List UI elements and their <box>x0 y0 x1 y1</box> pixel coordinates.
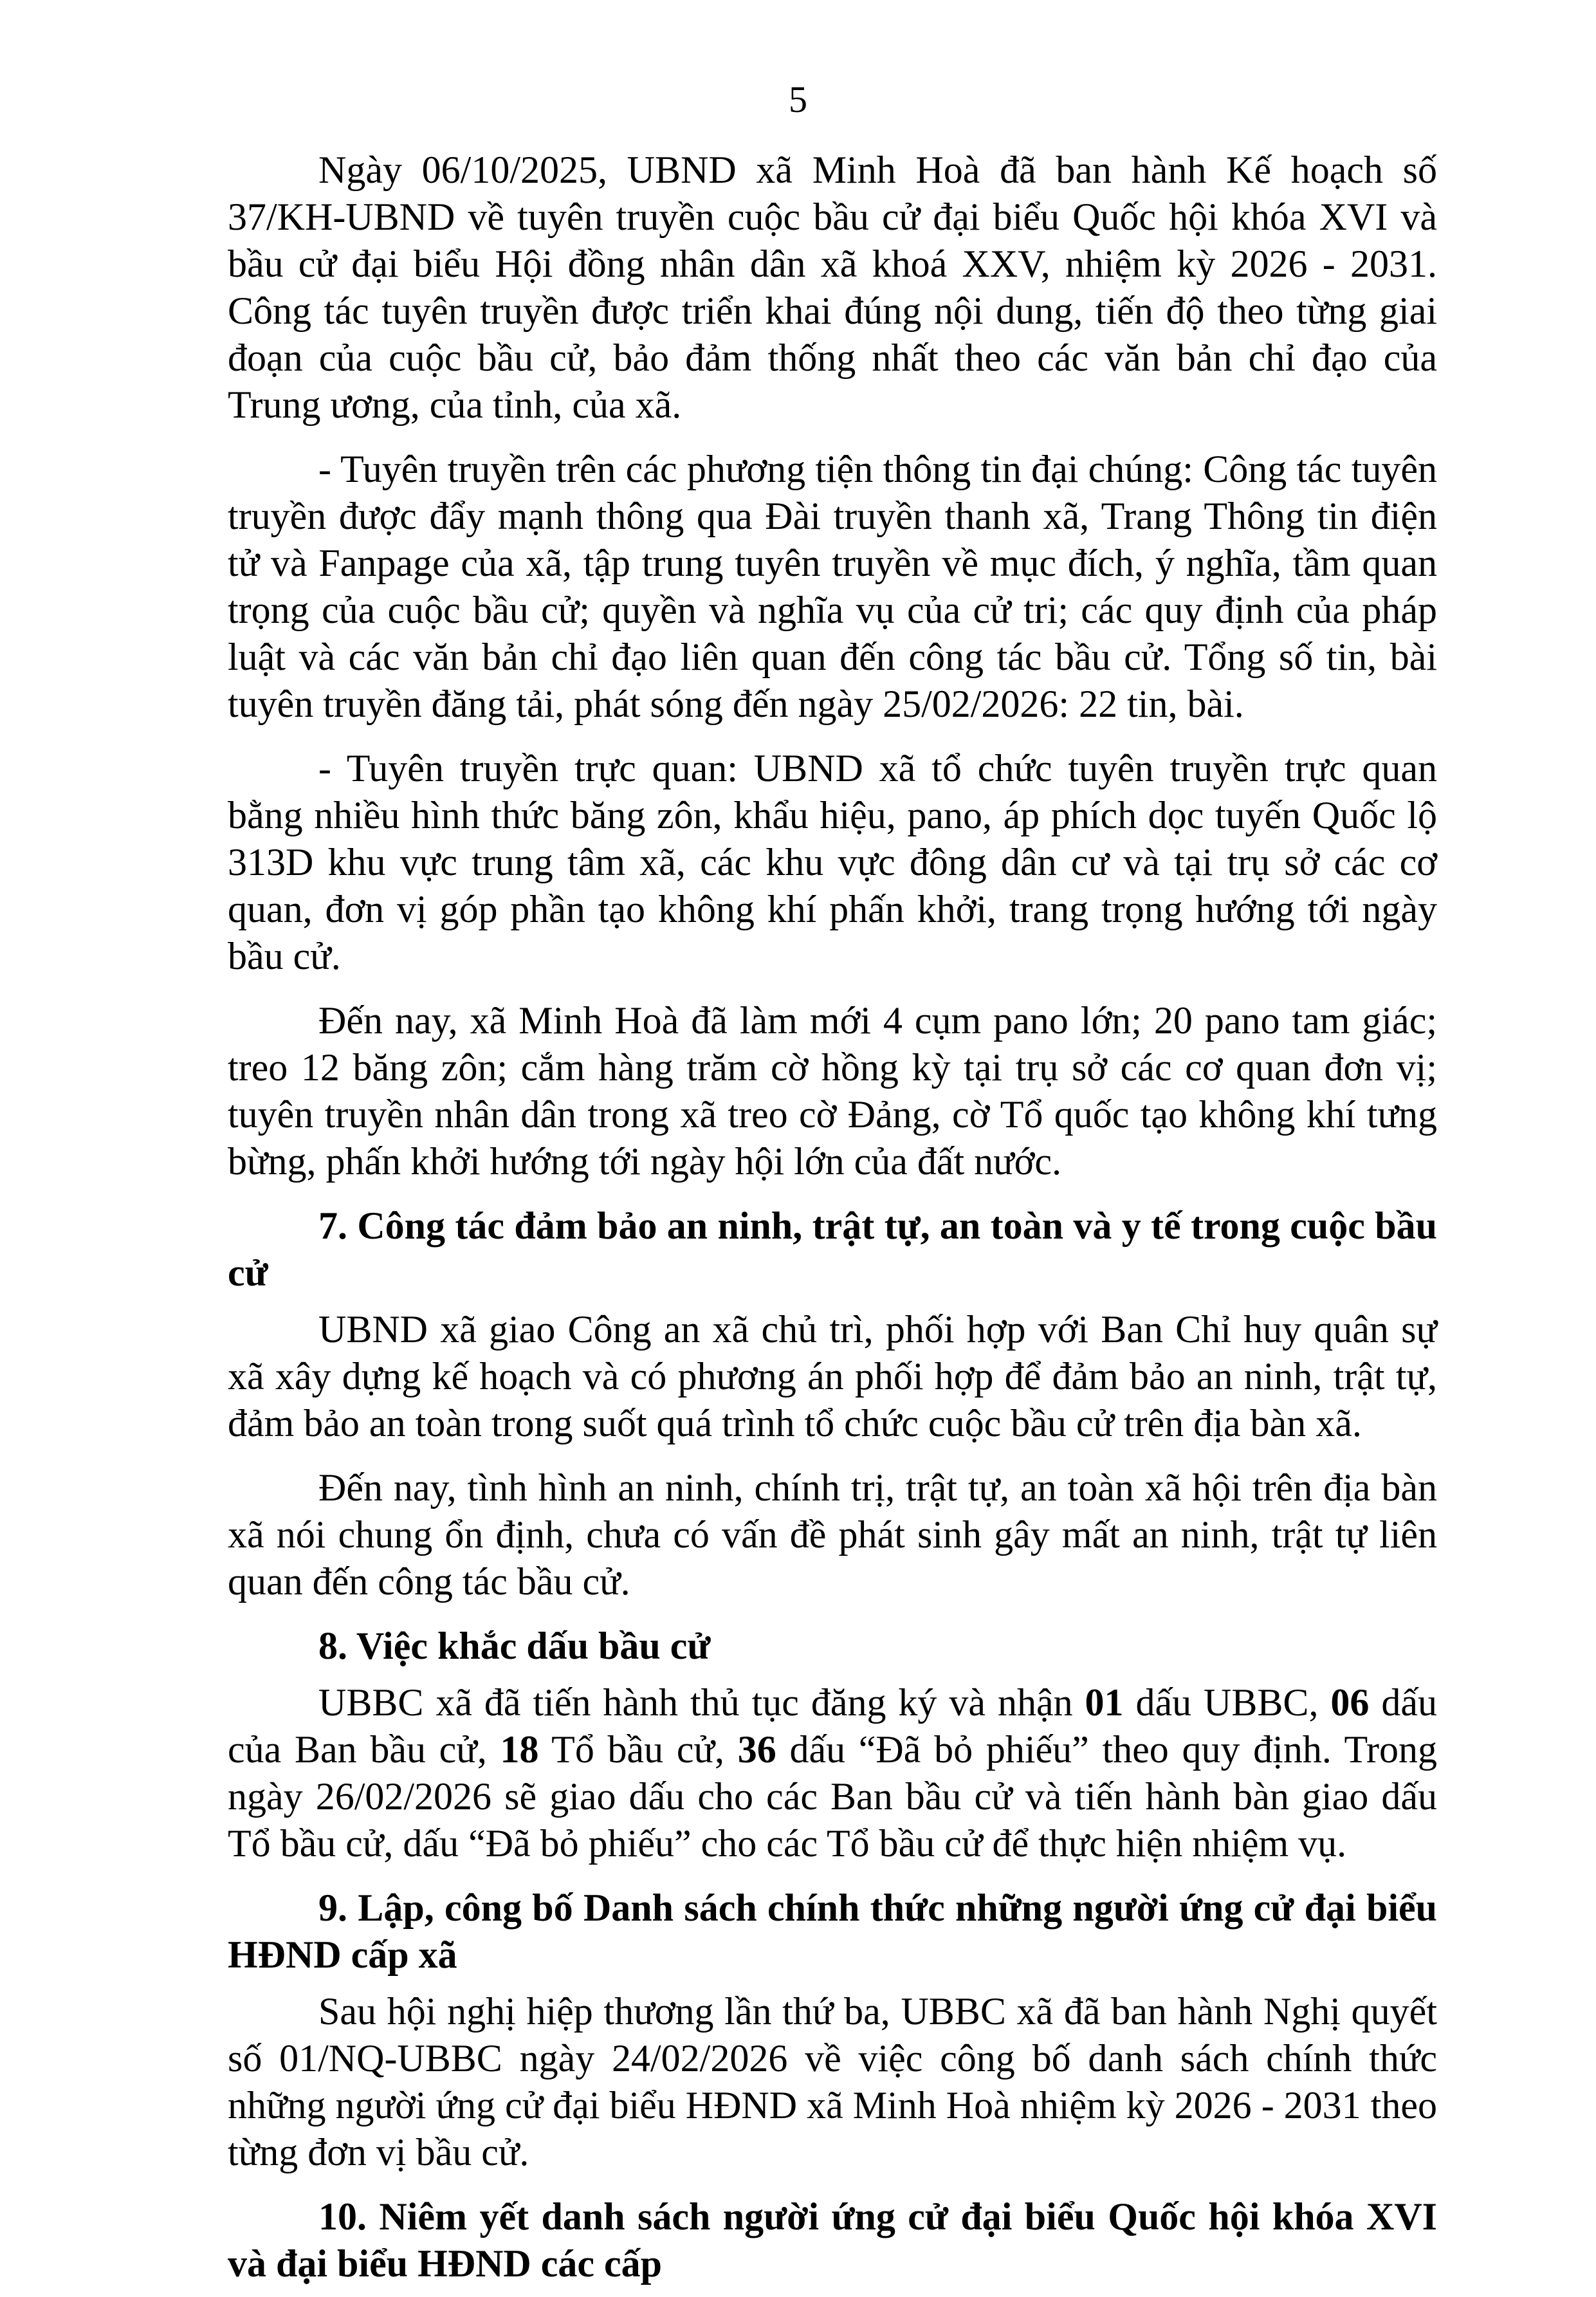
seal-text-4: Tổ bầu cử, <box>538 1728 738 1771</box>
seal-count-ban: 06 <box>1330 1681 1370 1724</box>
paragraph-visual-propaganda: - Tuyên truyền trực quan: UBND xã tổ chức tuyên truyền trực quan bằng nhiều hình thức băng zôn, khẩu hiệu, pano, áp phích dọc tuyến Quốc lộ 313D khu vực trung tâm xã, các khu vực đông dân cư và tại trụ sở các cơ quan, đơn vị góp phần tạo không khí phấn khởi, trang trọng hướng tới ngày bầu cử. <box>228 747 1437 977</box>
seal-text-2: dấu UBBC, <box>1123 1681 1331 1724</box>
paragraph-mass-media: - Tuyên truyền trên các phương tiện thông tin đại chúng: Công tác tuyên truyền được đẩy mạnh thông qua Đài truyền thanh xã, Trang Thông tin điện tử và Fanpage của xã, tập trung tuyên truyền về mục đích, ý nghĩa, tầm quan trọng của cuộc bầu cử; quyền và nghĩa vụ của cử tri; các quy định của pháp luật và các văn bản chỉ đạo liên quan đến công tác bầu cử. Tổng số tin, bài tuyên truyền đăng tải, phát sóng đến ngày 25/02/2026: 22 tin, bài. <box>228 448 1437 725</box>
document-body <box>228 147 1437 2297</box>
paragraph-security-status: Đến nay, tình hình an ninh, chính trị, trật tự, an toàn xã hội trên địa bàn xã nói chung ổn định, chưa có vấn đề phát sinh gây mất an ninh, trật tự liên quan đến công tác bầu cử. <box>228 1466 1437 1603</box>
seal-text-5: dấu “Đã bỏ phiếu” theo quy định. Trong ngày 26/02/2026 sẽ giao dấu cho các Ban bầu cử và tiến hành bàn giao dấu Tổ bầu cử, dấu “Đã bỏ phiếu” cho các Tổ bầu cử để thực hiện nhiệm vụ. <box>228 1728 1437 1865</box>
seal-text-3: dấu của Ban bầu cử, <box>228 1681 1437 1771</box>
seal-count-voted: 36 <box>737 1728 776 1771</box>
paragraph-official-list: Sau hội nghị hiệp thương lần thứ ba, UBBC xã đã ban hành Nghị quyết số 01/NQ-UBBC ngày 24/02/2026 về việc công bố danh sách chính thức những người ứng cử đại biểu HĐND xã Minh Hoà nhiệm kỳ 2026 - 2031 theo từng đơn vị bầu cử. <box>228 1990 1437 2173</box>
page-number: 5 <box>789 78 807 120</box>
heading-section-7: 7. Công tác đảm bảo an ninh, trật tự, an toàn và y tế trong cuộc bầu cử <box>228 1204 1437 1294</box>
seal-text-1: UBBC xã đã tiến hành thủ tục đăng ký và nhận <box>318 1681 1085 1724</box>
seal-count-ubbc: 01 <box>1085 1681 1124 1724</box>
paragraph-pano-results: Đến nay, xã Minh Hoà đã làm mới 4 cụm pano lớn; 20 pano tam giác; treo 12 băng zôn; cắm hàng trăm cờ hồng kỳ tại trụ sở các cơ quan đơn vị; tuyên truyền nhân dân trong xã treo cờ Đảng, cờ Tổ quốc tạo không khí tưng bừng, phấn khởi hướng tới ngày hội lớn của đất nước. <box>228 999 1437 1183</box>
seal-count-to: 18 <box>500 1728 539 1771</box>
paragraph-seals <box>228 1679 1437 1867</box>
heading-section-9: 9. Lập, công bố Danh sách chính thức những người ứng cử đại biểu HĐND cấp xã <box>228 1886 1437 1976</box>
heading-section-10: 10. Niêm yết danh sách người ứng cử đại biểu Quốc hội khóa XVI và đại biểu HĐND các cấp <box>228 2195 1437 2285</box>
heading-section-8: 8. Việc khắc dấu bầu cử <box>318 1625 711 1667</box>
paragraph-plan-37: Ngày 06/10/2025, UBND xã Minh Hoà đã ban hành Kế hoạch số 37/KH-UBND về tuyên truyền cuộc bầu cử đại biểu Quốc hội khóa XVI và bầu cử đại biểu Hội đồng nhân dân xã khoá XXV, nhiệm kỳ 2026 - 2031. Công tác tuyên truyền được triển khai đúng nội dung, tiến độ theo từng giai đoạn của cuộc bầu cử, bảo đảm thống nhất theo các văn bản chỉ đạo của Trung ương, của tỉnh, của xã. <box>228 149 1437 426</box>
paragraph-police-plan: UBND xã giao Công an xã chủ trì, phối hợp với Ban Chỉ huy quân sự xã xây dựng kế hoạch và có phương án phối hợp để đảm bảo an ninh, trật tự, đảm bảo an toàn trong suốt quá trình tổ chức cuộc bầu cử trên địa bàn xã. <box>228 1308 1437 1444</box>
